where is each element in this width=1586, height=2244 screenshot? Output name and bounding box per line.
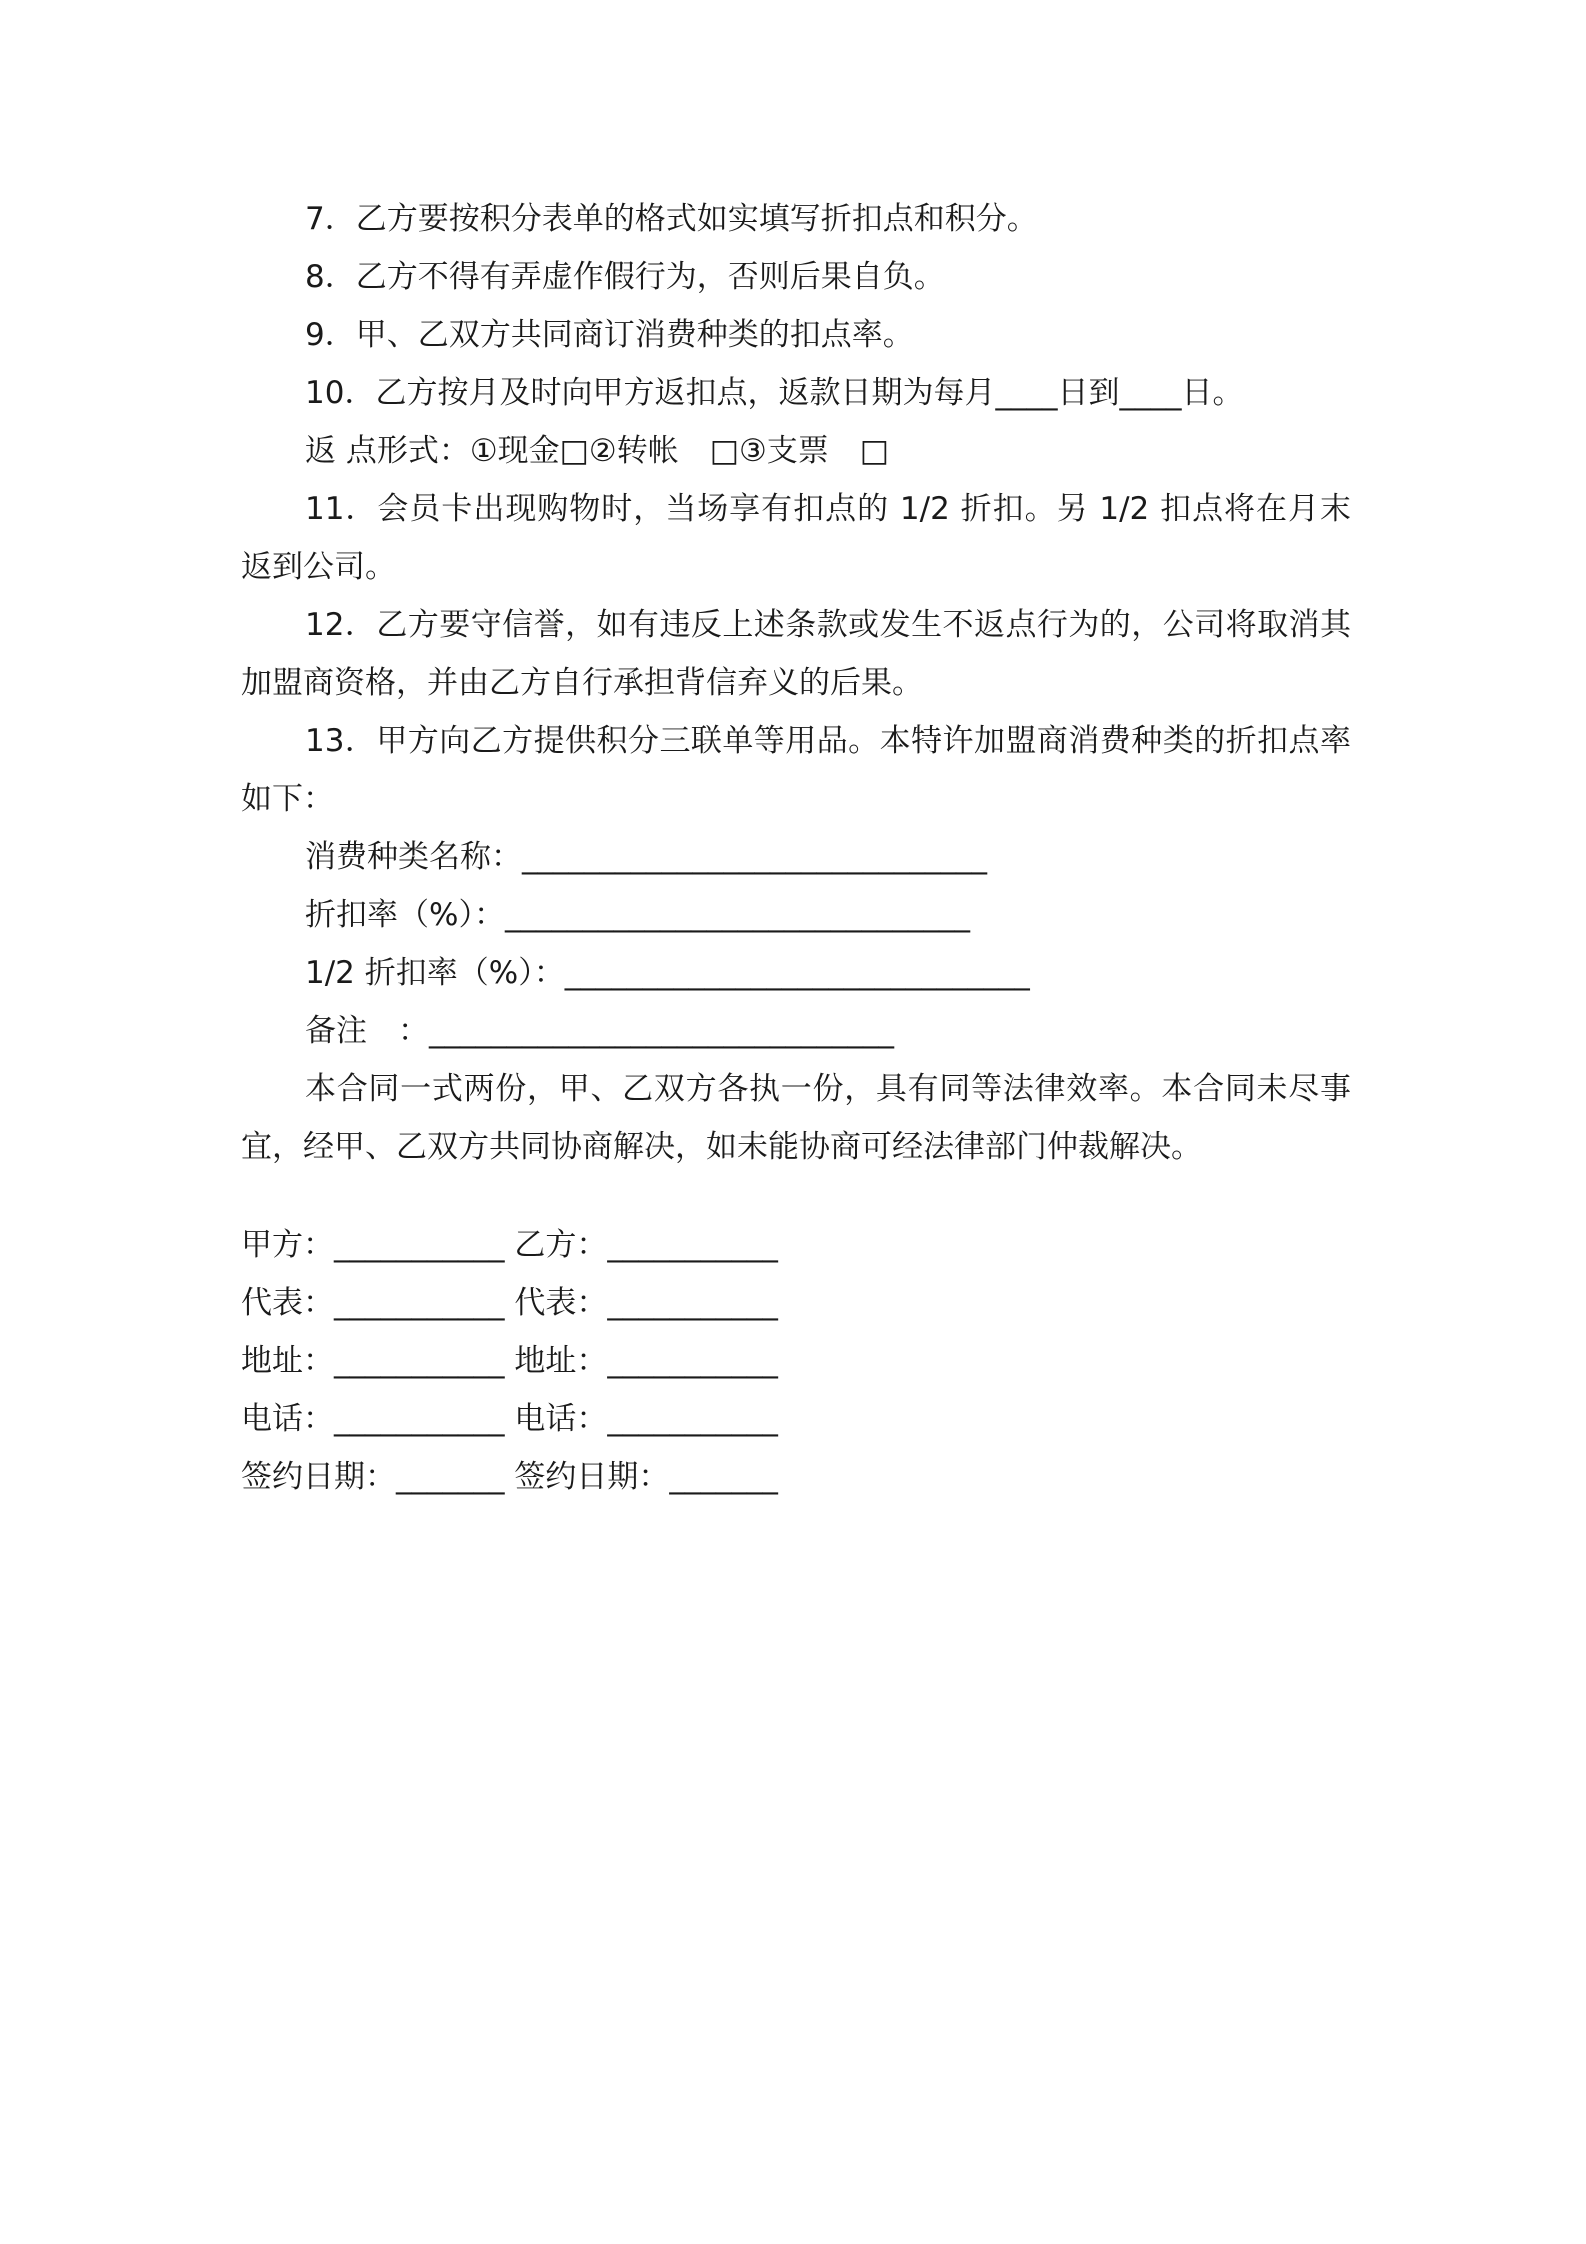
signature-address-row: 地址：___________ 地址：___________ <box>241 1343 778 1379</box>
clause-13: 13．甲方向乙方提供积分三联单等用品。本特许加盟商消费种类的折扣点率如下： <box>241 723 1351 817</box>
signature-phone-row: 电话：___________ 电话：___________ <box>241 1401 778 1437</box>
field-rate: 折扣率（%）：______________________________ <box>305 897 970 933</box>
clause-11: 11．会员卡出现购物时，当场享有扣点的 1/2 折扣。另 1/2 扣点将在月末返到公司。 <box>241 491 1351 585</box>
clause-12: 12．乙方要守信誉，如有违反上述条款或发生不返点行为的，公司将取消其加盟商资格，并由乙方自行承担背信弃义的后果。 <box>241 607 1351 701</box>
signature-party-row: 甲方：___________ 乙方：___________ <box>241 1227 778 1263</box>
clause-8: 8．乙方不得有弄虚作假行为，否则后果自负。 <box>305 259 945 295</box>
signature-representative-row: 代表：___________ 代表：___________ <box>241 1285 778 1321</box>
contract-body <box>241 190 1351 1176</box>
clause-10: 10．乙方按月及时向甲方返扣点，返款日期为每月____日到____日。 <box>305 375 1244 411</box>
clause-9: 9．甲、乙双方共同商订消费种类的扣点率。 <box>305 317 914 353</box>
clause-7: 7．乙方要按积分表单的格式如实填写折扣点和积分。 <box>305 201 1038 237</box>
field-half-rate: 1/2 折扣率（%）：______________________________ <box>305 955 1030 991</box>
field-category: 消费种类名称：______________________________ <box>305 839 987 875</box>
closing-paragraph: 本合同一式两份，甲、乙双方各执一份，具有同等法律效率。本合同未尽事宜，经甲、乙双方共同协商解决，如未能协商可经法律部门仲裁解决。 <box>241 1071 1351 1165</box>
clause-10-rebate-form: 返 点形式：①现金□②转帐 □③支票 □ <box>305 433 890 469</box>
signature-block <box>241 1216 778 1506</box>
signature-date-row: 签约日期：_______ 签约日期：_______ <box>241 1459 778 1495</box>
field-remark: 备注 ：______________________________ <box>305 1013 894 1049</box>
